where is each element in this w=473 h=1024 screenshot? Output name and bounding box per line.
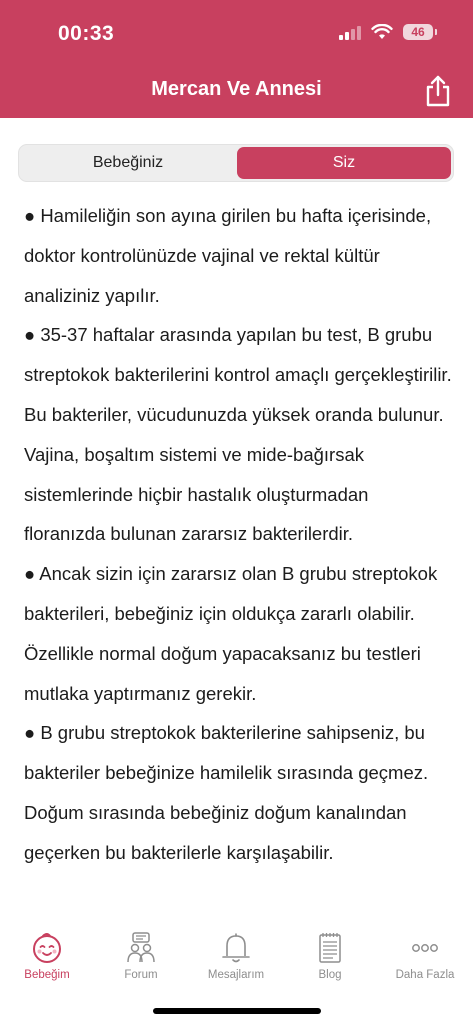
tab-daha-fazla[interactable]: [378, 931, 472, 981]
bell-icon: [219, 931, 253, 965]
page-title: Mercan Ve Annesi: [151, 78, 322, 100]
wifi-icon: [371, 24, 393, 40]
tab-blog[interactable]: [283, 931, 377, 981]
status-icons: [339, 24, 433, 40]
paragraph: ● B grubu streptokok bakterilerine sahipseniz, bu bakteriler bebeğinize hamilelik sırasında geçmez. Doğum sırasında bebeğiniz doğum kanalından geçerken bu bakterilerle karşılaşabilir.: [24, 722, 429, 863]
tab-label: Daha Fazla: [395, 969, 455, 981]
status-time: 00:33: [58, 22, 115, 45]
battery-indicator: 46: [403, 24, 433, 40]
tab-label: Bebeğim: [24, 969, 70, 981]
tab-label: Forum: [124, 969, 158, 981]
segment-siz[interactable]: Siz: [237, 147, 451, 179]
share-icon[interactable]: [423, 74, 453, 108]
forum-people-icon: [124, 931, 158, 965]
home-indicator: [153, 1008, 321, 1014]
tab-bebegim[interactable]: [0, 931, 94, 981]
more-dots-icon: [408, 931, 442, 965]
app-header: [0, 0, 473, 118]
tab-mesajlarim[interactable]: [189, 931, 283, 981]
paragraph: ● Hamileliğin son ayına girilen bu hafta içerisinde, doktor kontrolünüzde vajinal ve rektal kültür analiziniz yapılır.: [24, 205, 432, 306]
segment-bebeginiz[interactable]: Bebeğiniz: [92, 154, 164, 171]
tab-label: Blog: [318, 969, 342, 981]
notepad-icon: [313, 931, 347, 965]
baby-face-icon: [30, 931, 64, 965]
article-content[interactable]: [24, 196, 454, 926]
cellular-signal-icon: [339, 24, 361, 40]
paragraph: ● Ancak sizin için zararsız olan B grubu streptokok bakterileri, bebeğiniz için oldukça zararlı olabilir. Özellikle normal doğum yapacaksanız bu testleri mutlaka yaptırmanız gerekir.: [24, 563, 438, 704]
paragraph: ● 35-37 haftalar arasında yapılan bu test, B grubu streptokok bakterilerini kontrol amaçlı gerçekleştirilir. Bu bakteriler, vücudunuzda yüksek oranda bulunur. Vajina, boşaltım sistemi ve mide-bağırsak sistemlerinde hiçbir hastalık oluşturmadan floranızda bulunan zararsız bakterilerdir.: [24, 324, 452, 545]
segmented-control: [18, 144, 454, 182]
tab-forum[interactable]: [94, 931, 188, 981]
tab-label: Mesajlarım: [207, 969, 265, 981]
